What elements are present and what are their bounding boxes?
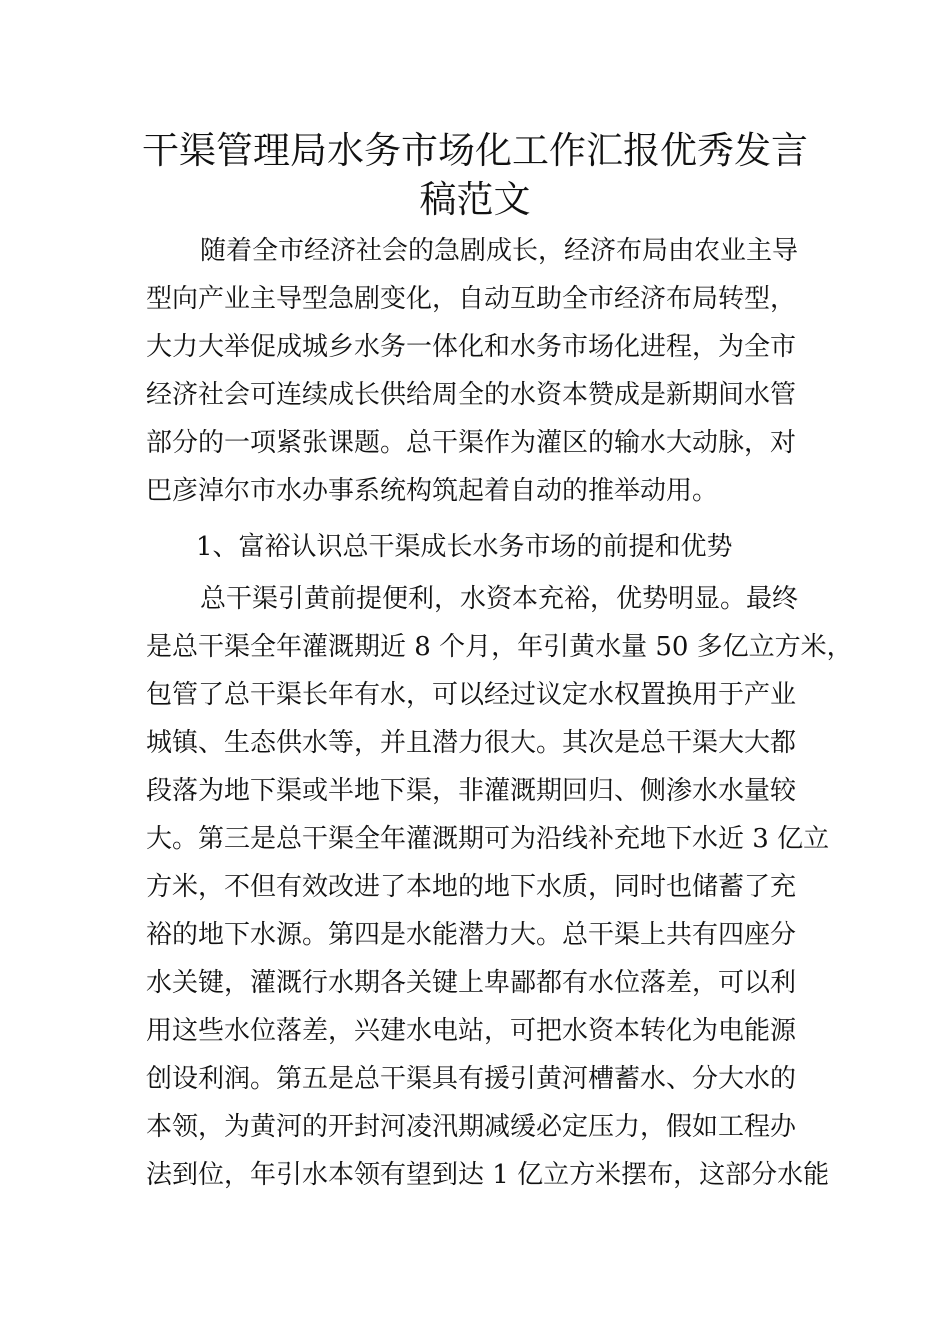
body-line: 经济社会可连续成长供给周全的水资本赞成是新期间水管 xyxy=(146,380,797,410)
body-line: 方米，不但有效改进了本地的地下水质，同时也储蓄了充 xyxy=(146,872,797,902)
body-line: 是总干渠全年灌溉期近 8 个月，年引黄水量 50 多亿立方米， xyxy=(146,632,853,662)
body-line: 城镇、生态供水等，并且潜力很大。其次是总干渠大大都 xyxy=(146,728,797,758)
body-line: 巴彦淖尔市水办事系统构筑起着自动的推举动用。 xyxy=(146,476,719,506)
body-line: 水关键，灌溉行水期各关键上卑鄙都有水位落差，可以利 xyxy=(146,968,797,998)
body-line: 型向产业主导型急剧变化，自动互助全市经济布局转型， xyxy=(146,284,797,314)
body-line: 包管了总干渠长年有水，可以经过议定水权置换用于产业 xyxy=(146,680,797,710)
body-line: 用这些水位落差，兴建水电站，可把水资本转化为电能源 xyxy=(146,1016,797,1046)
body-line: 创设利润。第五是总干渠具有援引黄河槽蓄水、分大水的 xyxy=(146,1064,797,1094)
body-line: 随着全市经济社会的急剧成长，经济布局由农业主导 xyxy=(200,236,799,266)
body-line: 法到位，年引水本领有望到达 1 亿立方米摆布，这部分水能 xyxy=(146,1160,830,1190)
body-line: 本领，为黄河的开封河凌汛期减缓必定压力，假如工程办 xyxy=(146,1112,797,1142)
body-line: 裕的地下水源。第四是水能潜力大。总干渠上共有四座分 xyxy=(146,920,797,950)
body-line: 大力大举促成城乡水务一体化和水务市场化进程，为全市 xyxy=(146,332,797,362)
document-title-line-1: 干渠管理局水务市场化工作汇报优秀发言 xyxy=(142,129,808,172)
body-line: 段落为地下渠或半地下渠，非灌溉期回归、侧渗水水量较 xyxy=(146,776,797,806)
section-heading: 1、富裕认识总干渠成长水务市场的前提和优势 xyxy=(196,532,733,562)
body-line: 总干渠引黄前提便利，水资本充裕，优势明显。最终 xyxy=(200,584,799,614)
body-line: 部分的一项紧张课题。总干渠作为灌区的输水大动脉，对 xyxy=(146,428,797,458)
body-line: 大。第三是总干渠全年灌溉期可为沿线补充地下水近 3 亿立 xyxy=(146,824,830,854)
document-title-line-2: 稿范文 xyxy=(419,178,531,221)
